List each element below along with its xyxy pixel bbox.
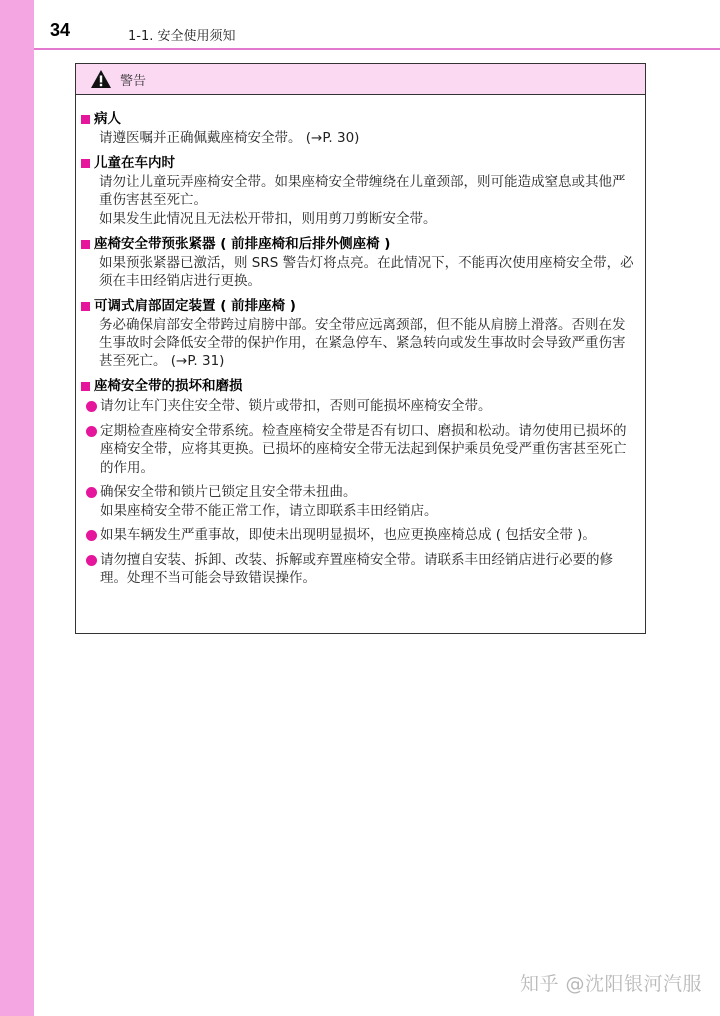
dot-bullet-icon xyxy=(86,555,97,566)
section-title: 座椅安全带预张紧器 ( 前排座椅和后排外侧座椅 ) xyxy=(94,236,391,252)
square-bullet-icon xyxy=(81,240,90,249)
warning-label: 警告 xyxy=(120,73,147,89)
section-paragraph: 如果预张紧器已激活，则 SRS 警告灯将点亮。在此情况下，不能再次使用座椅安全带，必须在丰田经销店进行更换。 xyxy=(99,255,634,289)
watermark: 知乎 @沈阳银河汽服 xyxy=(519,973,702,995)
warning-box xyxy=(75,63,646,634)
section-shoulder-anchor xyxy=(81,297,635,370)
dot-bullet-icon xyxy=(86,401,97,412)
header-divider xyxy=(34,48,720,50)
section-paragraph: 请勿让儿童玩弄座椅安全带。如果座椅安全带缠绕在儿童颈部，则可能造成窒息或其他严重伤害甚至死亡。 xyxy=(99,174,626,208)
dot-bullet-icon xyxy=(86,426,97,437)
section-title: 座椅安全带的损坏和磨损 xyxy=(94,378,243,394)
section-paragraph: 如果发生此情况且无法松开带扣，则用剪刀剪断安全带。 xyxy=(99,211,437,227)
list-item: 请勿让车门夹住安全带、锁片或带扣，否则可能损坏座椅安全带。 xyxy=(86,397,635,416)
warning-body xyxy=(76,95,645,588)
section-title: 病人 xyxy=(94,111,121,127)
warning-triangle-icon xyxy=(90,69,112,89)
list-item: 定期检查座椅安全带系统。检查座椅安全带是否有切口、磨损和松动。请勿使用已损坏的座椅安全带，应将其更换。已损坏的座椅安全带无法起到保护乘员免受严重伤害甚至死亡的作用。 xyxy=(86,422,635,478)
dot-bullet-icon xyxy=(86,530,97,541)
page-number: 34 xyxy=(50,20,71,40)
section-title: 可调式肩部固定装置 ( 前排座椅 ) xyxy=(94,298,296,314)
section-patient xyxy=(81,110,635,147)
side-chapter-tab xyxy=(0,0,34,1016)
list-item: 请勿擅自安装、拆卸、改装、拆解或弃置座椅安全带。请联系丰田经销店进行必要的修理。处理不当可能会导致错误操作。 xyxy=(86,551,635,588)
section-paragraph: 请遵医嘱并正确佩戴座椅安全带。 (→P. 30) xyxy=(99,130,360,146)
section-damage-wear xyxy=(81,377,635,588)
list-item: 确保安全带和锁片已锁定且安全带未扭曲。 如果座椅安全带不能正常工作，请立即联系丰田经销店。 xyxy=(86,483,635,520)
square-bullet-icon xyxy=(81,302,90,311)
bullet-list xyxy=(81,397,635,588)
header-title: 1-1. 安全使用须知 xyxy=(128,29,236,44)
square-bullet-icon xyxy=(81,115,90,124)
warning-header xyxy=(76,64,645,95)
dot-bullet-icon xyxy=(86,487,97,498)
list-item: 如果车辆发生严重事故，即使未出现明显损坏，也应更换座椅总成 ( 包括安全带 )。 xyxy=(86,526,635,545)
section-paragraph: 务必确保肩部安全带跨过肩膀中部。安全带应远离颈部，但不能从肩膀上滑落。否则在发生事故时会降低安全带的保护作用，在紧急停车、紧急转向或发生事故时会导致严重伤害甚至死亡。 (→P. 31) xyxy=(99,317,626,369)
section-title: 儿童在车内时 xyxy=(94,155,175,171)
square-bullet-icon xyxy=(81,159,90,168)
section-children xyxy=(81,154,635,228)
square-bullet-icon xyxy=(81,382,90,391)
section-pretensioner xyxy=(81,235,635,290)
